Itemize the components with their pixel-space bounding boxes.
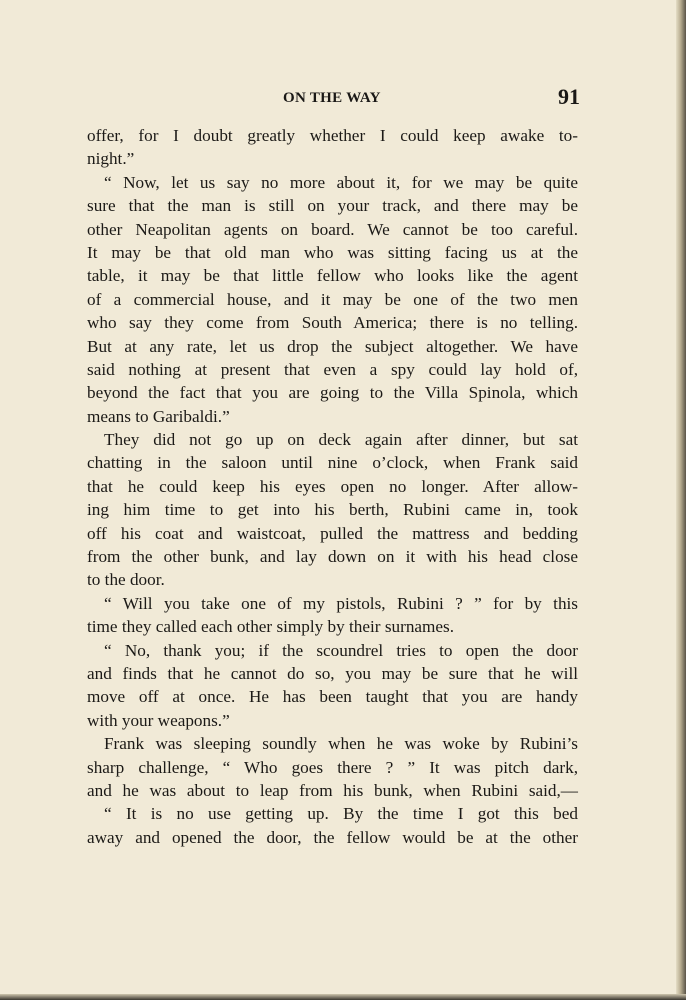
- text-line: off his coat and waistcoat, pulled the mattress and bedding: [87, 523, 578, 543]
- text-line: “ Will you take one of my pistols, Rubini ? ” for by this: [104, 593, 578, 613]
- text-line: chatting in the saloon until nine o’clock, when Frank said: [87, 453, 578, 473]
- text-line: ing him time to get into his berth, Rubini came in, took: [87, 500, 578, 520]
- text-line: sure that the man is still on your track, and there may be: [87, 196, 578, 216]
- text-line: that he could keep his eyes open no longer. After allow-: [87, 476, 578, 496]
- text-line: said nothing at present that even a spy could lay hold of,: [87, 359, 578, 379]
- text-line: other Neapolitan agents on board. We cannot be too careful.: [87, 219, 578, 239]
- text-line: away and opened the door, the fellow would be at the other: [87, 827, 578, 847]
- text-line: beyond the fact that you are going to the Villa Spinola, which: [87, 383, 578, 403]
- text-line: table, it may be that little fellow who looks like the agent: [87, 266, 578, 286]
- text-line: with your weapons.”: [87, 710, 230, 730]
- page-bottom-edge: [0, 994, 686, 1000]
- text-line: of a commercial house, and it may be one of the two men: [87, 289, 578, 309]
- text-line: to the door.: [87, 570, 165, 590]
- text-line: time they called each other simply by their surnames.: [87, 617, 455, 637]
- running-head: ON THE WAY: [283, 90, 381, 106]
- text-line: move off at once. He has been taught that you are handy: [87, 687, 578, 707]
- text-line: But at any rate, let us drop the subject altogether. We have: [87, 336, 578, 356]
- text-line: means to Garibaldi.”: [87, 406, 230, 426]
- text-line: “ No, thank you; if the scoundrel tries to open the door: [104, 640, 578, 660]
- text-line: sharp challenge, “ Who goes there ? ” It was pitch dark,: [87, 757, 578, 777]
- text-line: They did not go up on deck again after dinner, but sat: [104, 430, 578, 450]
- text-line: from the other bunk, and lay down on it with his head close: [87, 547, 578, 567]
- text-line: offer, for I doubt greatly whether I could keep awake to-: [87, 126, 578, 145]
- text-line: “ It is no use getting up. By the time I got this bed: [104, 804, 578, 824]
- text-line: “ Now, let us say no more about it, for we may be quite: [104, 172, 578, 192]
- text-line: Frank was sleeping soundly when he was woke by Rubini’s: [104, 734, 578, 754]
- text-line: It may be that old man who was sitting facing us at the: [87, 242, 578, 262]
- text-line: night.”: [87, 149, 135, 169]
- text-line: and finds that he cannot do so, you may be sure that he will: [87, 663, 578, 683]
- text-line: who say they come from South America; there is no telling.: [87, 313, 578, 333]
- binding-edge: [676, 0, 686, 1000]
- page-number: 91: [558, 84, 580, 109]
- text-line: and he was about to leap from his bunk, when Rubini said,—: [87, 780, 578, 800]
- body-text: [87, 124, 578, 849]
